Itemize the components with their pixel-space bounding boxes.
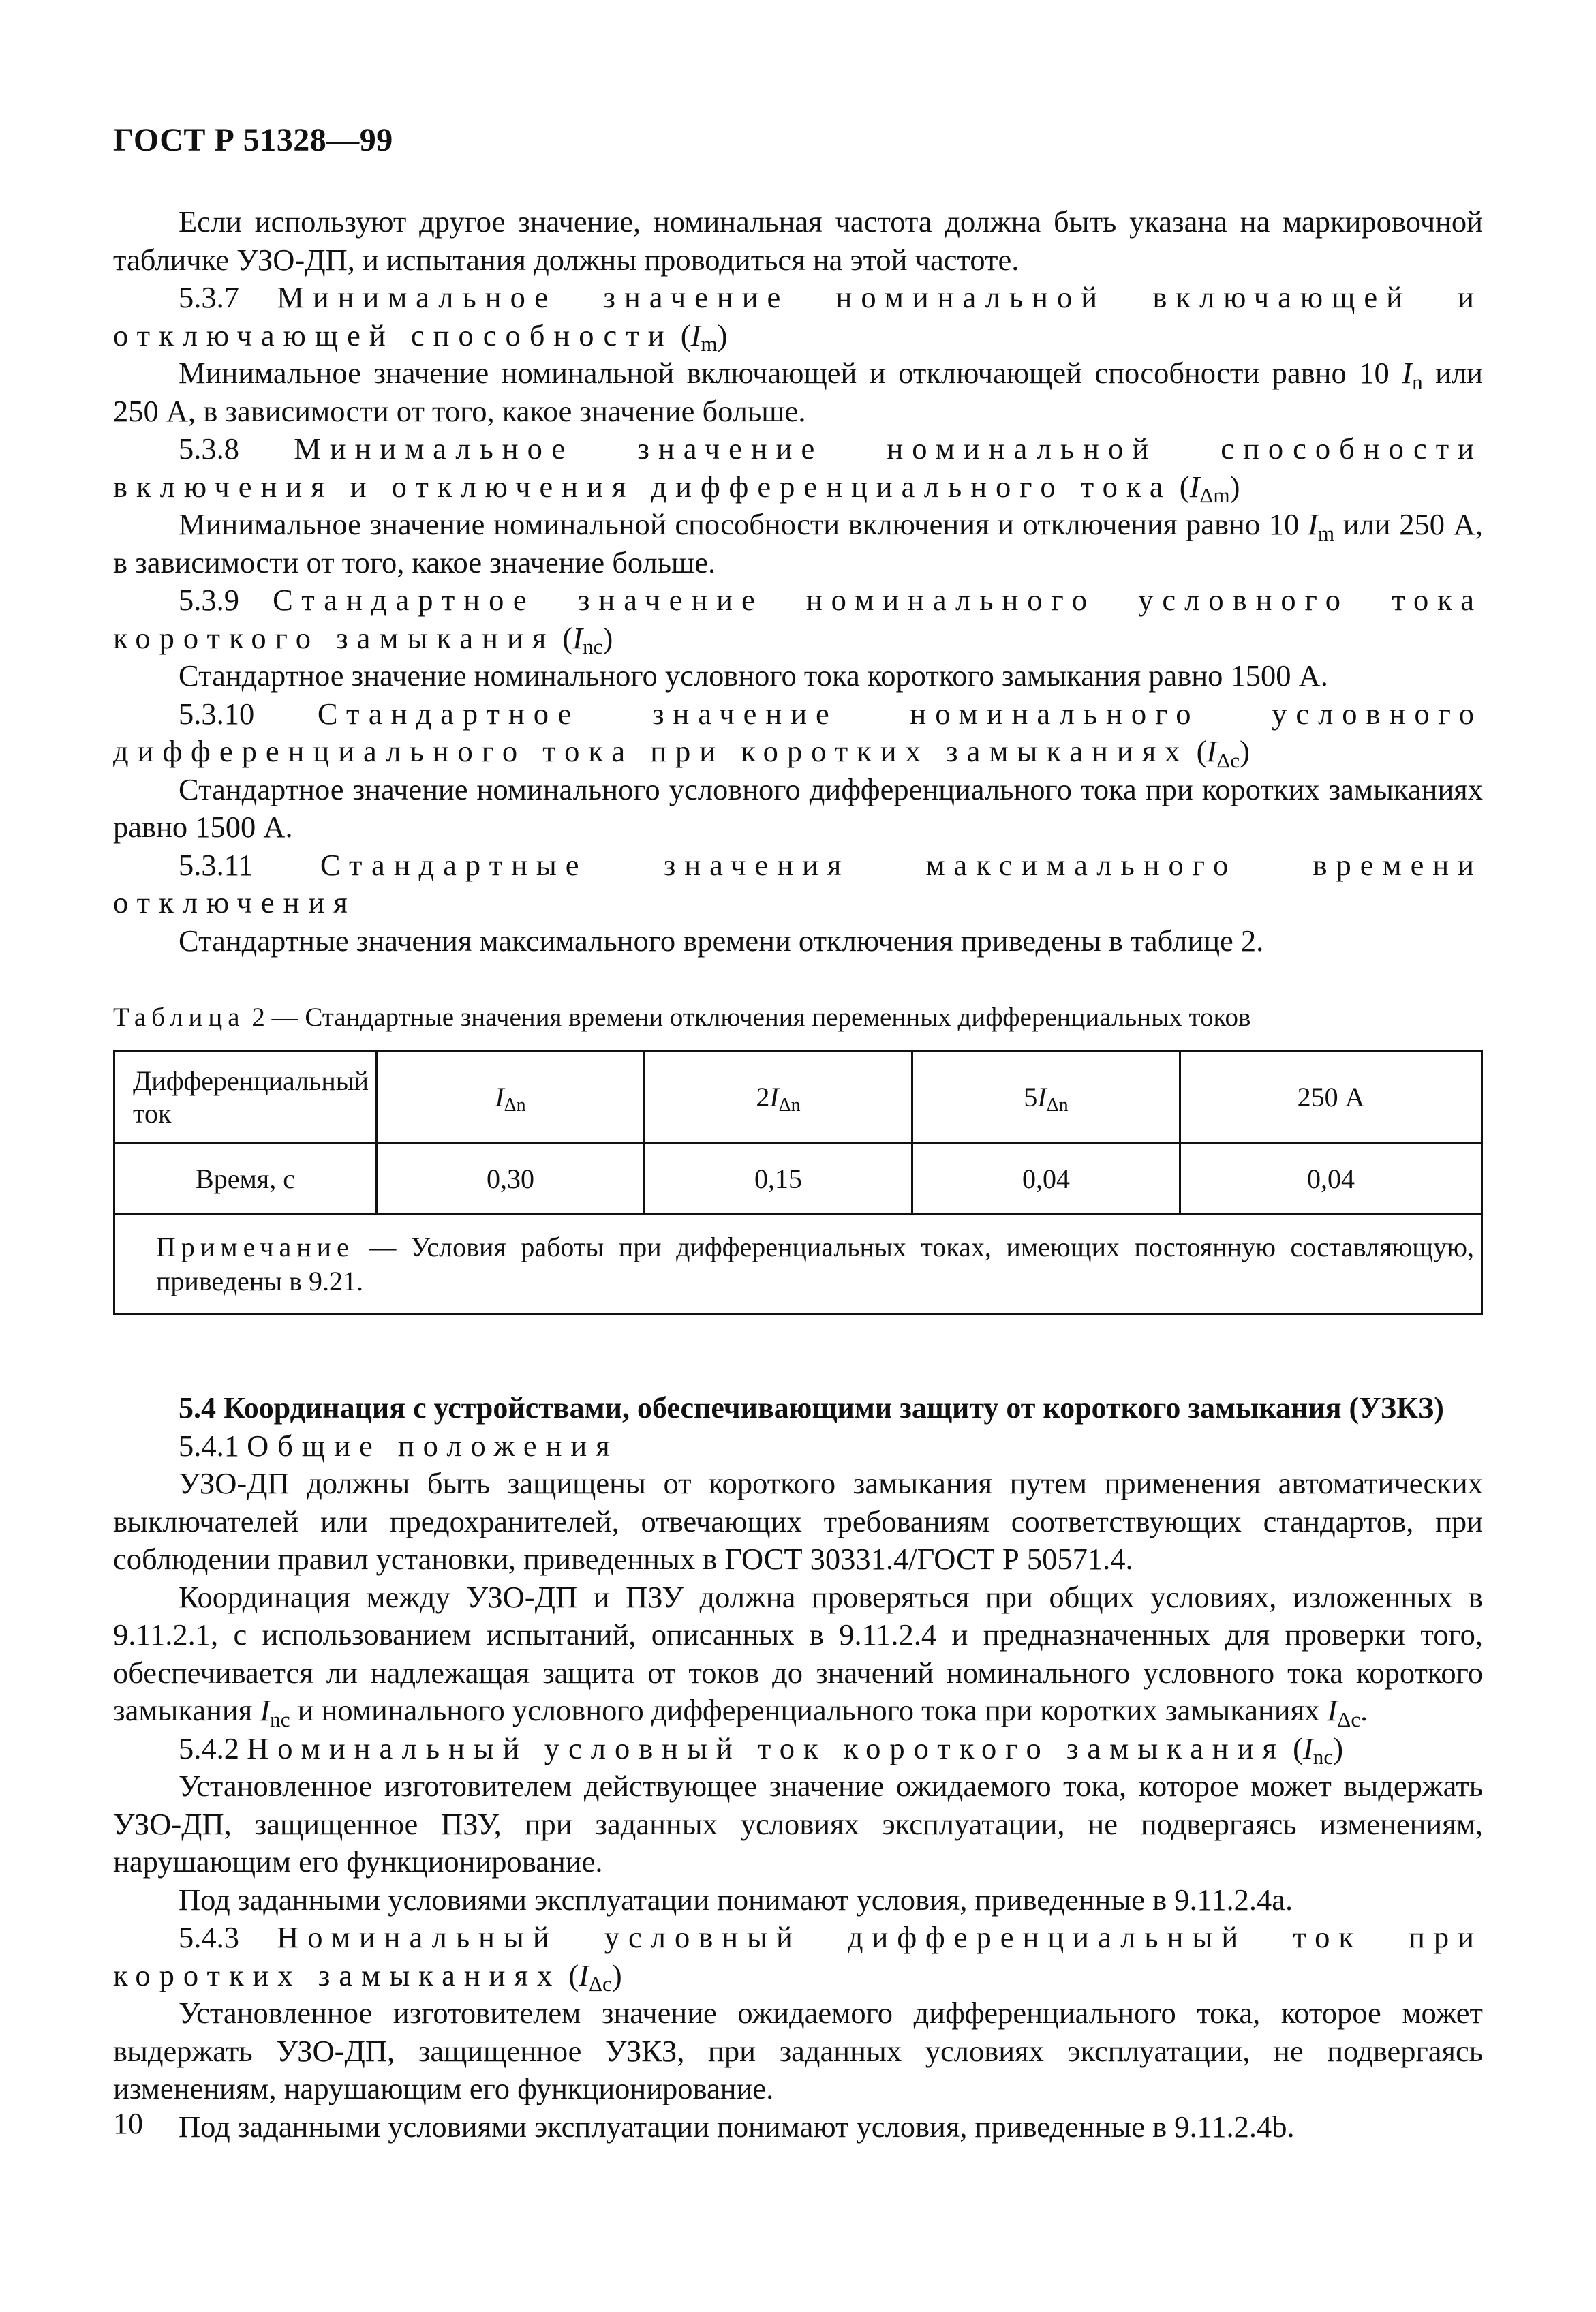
paragraph: Под заданными условиями эксплуатации понимают условия, приведенные в 9.11.2.4а.: [179, 1882, 1293, 1917]
table-cell: 0,30: [377, 1144, 645, 1215]
document-header: ГОСТ Р 51328—99: [113, 122, 393, 158]
paragraph: Стандартные значения максимального времени отключения приведены в таблице 2.: [179, 923, 1264, 958]
paragraph: Стандартное значение номинального условного тока короткого замыкания равно 1500 А.: [179, 658, 1328, 693]
clause-heading-5-4-3: 5.4.3 Номинальный условный дифференциальный ток при коротких замыканиях $(I_{\Delta c})$: [113, 1920, 1483, 1996]
paragraph: Координация между УЗО-ДП и ПЗУ должна проверяться при общих условиях, изложенных в 9.11.2.1, с использованием испытаний, описанных в 9.11.2.4 и предназначенных для проверки того, обеспечивается ли надлежащая защита от токов до значений номинального условного тока короткого замыкания $I_{nc}$ и номинального условного дифференциального тока при коротких замыканиях $I_{\Delta c}$.: [113, 1579, 1483, 1731]
paragraph: Стандартное значение номинального условного дифференциального тока при коротких замыканиях равно 1500 А.: [113, 772, 1483, 844]
paragraph: Минимальное значение номинальной способности включения и отключения равно 10 $I_m$ или 250 А, в зависимости от того, какое значение больше.: [113, 507, 1483, 579]
table-cell: Дифференциальный ток: [114, 1051, 377, 1144]
clause-heading-5-4-2: 5.4.2 Номинальный условный ток короткого замыкания $(I_{nc})$: [179, 1731, 1344, 1769]
clause-heading-5-3-7: 5.3.7 Минимальное значение номинальной включающей и отключающей способности $(I_m)$: [113, 280, 1483, 356]
clause-heading-5-3-8: 5.3.8 Минимальное значение номинальной способности включения и отключения дифференциального тока $(I_{\Delta m})$: [113, 431, 1483, 508]
disconnection-time-table: [113, 1050, 1483, 1315]
table-cell: 0,04: [1180, 1144, 1482, 1215]
paragraph: Минимальное значение номинальной включающей и отключающей способности равно 10 $I_n$ или 250 А, в зависимости от того, какое значение больше.: [113, 356, 1483, 428]
table-row: [114, 1144, 1482, 1215]
body-text: [113, 203, 1483, 2146]
table-row: [114, 1051, 1482, 1144]
clause-heading-5-4-1: 5.4.1 Общие положения: [179, 1428, 619, 1463]
table-cell: $I_{\Delta n}$: [377, 1051, 645, 1144]
table-cell: $2I_{\Delta n}$: [645, 1051, 912, 1144]
table-cell: 0,15: [645, 1144, 912, 1215]
table-cell: Время, с: [114, 1144, 377, 1215]
section-heading-5-4: 5.4 Координация с устройствами, обеспечивающими защиту от короткого замыкания (УЗКЗ): [179, 1391, 1444, 1425]
table-cell: 250 А: [1180, 1051, 1482, 1144]
clause-heading-5-3-10: 5.3.10 Стандартное значение номинального условного дифференциального тока при коротких замыканиях $(I_{\Delta c})$: [113, 696, 1484, 772]
paragraph: Если используют другое значение, номинальная частота должна быть указана на маркировочной табличке УЗО-ДП, и испытания должны проводиться на этой частоте.: [113, 204, 1483, 277]
table-row: [114, 1215, 1482, 1315]
table-caption: Таблица 2 — Стандартные значения времени отключения переменных дифференциальных токов: [113, 1003, 1251, 1032]
clause-heading-5-3-9: 5.3.9 Стандартное значение номинального условного тока короткого замыкания $(I_{nc})$: [113, 583, 1483, 659]
table-note: Примечание — Условия работы при дифференциальных токах, имеющих постоянную составляющую, приведены в 9.21.: [114, 1215, 1482, 1315]
paragraph: Установленное изготовителем действующее значение ожидаемого тока, которое может выдержать УЗО-ДП, защищенное ПЗУ, при заданных условиях эксплуатации, не подвергаясь изменениям, нарушающим его функционирование.: [113, 1769, 1483, 1878]
page-number: 10: [113, 2107, 143, 2140]
table-cell: 0,04: [912, 1144, 1180, 1215]
paragraph: Под заданными условиями эксплуатации понимают условия, приведенные в 9.11.2.4b.: [179, 2109, 1295, 2144]
paragraph: УЗО-ДП должны быть защищены от короткого замыкания путем применения автоматических выключателей или предохранителей, отвечающих требованиям соответствующих стандартов, при соблюдении правил установки, приведенных в ГОСТ 30331.4/ГОСТ Р 50571.4.: [113, 1466, 1483, 1576]
paragraph: Установленное изготовителем значение ожидаемого дифференциального тока, которое может выдержать УЗО-ДП, защищенное УЗКЗ, при заданных условиях эксплуатации, не подвергаясь изменениям, нарушающим его функционирование.: [113, 1996, 1483, 2105]
table-cell: $5I_{\Delta n}$: [912, 1051, 1180, 1144]
clause-heading-5-3-11: 5.3.11 Стандартные значения максимального времени отключения: [113, 847, 1484, 919]
